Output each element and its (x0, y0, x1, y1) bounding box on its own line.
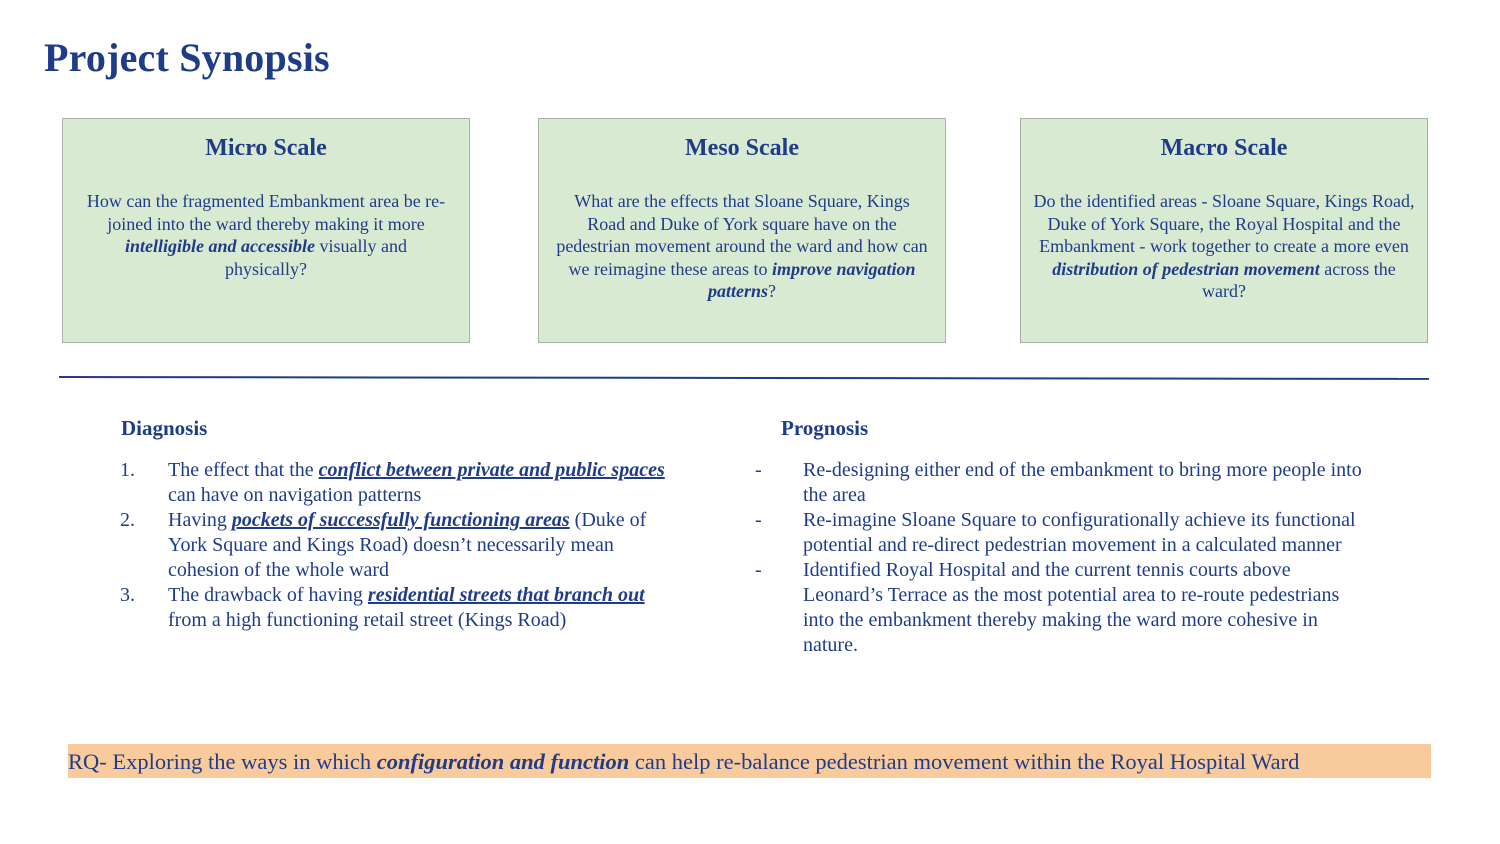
meso-question-text-end: ? (768, 281, 776, 301)
list-dash: - (755, 559, 762, 581)
research-question-prefix: RQ- Exploring the ways in which (68, 749, 377, 774)
diagnosis-heading: Diagnosis (121, 416, 208, 440)
prognosis-item (755, 508, 1375, 558)
research-question-suffix: can help re-balance pedestrian movement within the Royal Hospital Ward (629, 749, 1300, 774)
diagnosis-text: The effect that the (168, 459, 319, 481)
meso-scale-heading: Meso Scale (685, 135, 799, 161)
macro-question-text: Do the identified areas - Sloane Square, Kings Road, Duke of York Square, the Royal Hospital and the Embankment - work together to create a more even (1033, 191, 1415, 256)
macro-scale-question (1029, 190, 1419, 303)
diagnosis-text-end: from a high functioning retail street (Kings Road) (168, 609, 567, 631)
prognosis-text: Re-designing either end of the embankment to bring more people into the area (803, 459, 1362, 506)
list-number: 2. (120, 509, 135, 531)
diagnosis-emphasis: residential streets that branch out (367, 584, 645, 606)
diagnosis-list (120, 458, 665, 633)
macro-scale-heading: Macro Scale (1160, 135, 1288, 161)
diagnosis-text: Having (168, 509, 232, 531)
diagnosis-emphasis: pockets of successfully functioning areas (231, 509, 570, 531)
micro-question-text: How can the fragmented Embankment area be re-joined into the ward thereby making it more (86, 191, 446, 234)
meso-question-text: What are the effects that Sloane Square, Kings Road and Duke of York square have on the pedestrian movement around the ward and how can we reimagine these areas to (556, 191, 928, 279)
page-title: Project Synopsis (44, 35, 330, 80)
list-dash: - (755, 509, 762, 531)
research-question-emphasis: configuration and function (376, 749, 630, 774)
diagnosis-text-end: (Duke of York Square and Kings Road) doesn’t necessarily mean cohesion of the whole ward (168, 509, 647, 581)
prognosis-text: Identified Royal Hospital and the current tennis courts above Leonard’s Terrace as the most potential area to re-route pedestrians into the embankment thereby making the ward more cohesive in nature. (803, 559, 1340, 656)
research-question (68, 744, 1431, 778)
prognosis-heading: Prognosis (781, 416, 869, 440)
macro-question-emphasis: distribution of pedestrian movement (1052, 258, 1320, 279)
micro-scale-box (62, 118, 470, 343)
micro-scale-question (83, 190, 449, 280)
list-number: 3. (120, 584, 135, 606)
list-number: 1. (120, 459, 135, 481)
diagnosis-item (120, 458, 665, 508)
macro-question-text-end: across the ward? (1202, 258, 1396, 301)
micro-scale-heading: Micro Scale (205, 135, 327, 161)
micro-question-text-end: visually and physically? (225, 236, 407, 279)
prognosis-list (755, 458, 1375, 658)
prognosis-text: Re-imagine Sloane Square to configurationally achieve its functional potential and re-direct pedestrian movement in a calculated manner (803, 509, 1356, 556)
micro-question-emphasis: intelligible and accessible (125, 236, 315, 256)
prognosis-item (755, 458, 1375, 508)
diagnosis-item (120, 583, 665, 633)
macro-scale-box (1020, 118, 1428, 343)
meso-question-emphasis: improve navigation patterns (707, 258, 916, 301)
diagnosis-item (120, 508, 665, 583)
diagnosis-text: The drawback of having (168, 584, 368, 606)
diagnosis-text-end: can have on navigation patterns (168, 484, 422, 506)
meso-scale-box (538, 118, 946, 343)
prognosis-item (755, 558, 1375, 658)
diagnosis-emphasis: conflict between private and public spaces (318, 459, 665, 481)
section-divider (59, 376, 1429, 380)
list-dash: - (755, 459, 762, 481)
meso-scale-question (555, 190, 929, 303)
